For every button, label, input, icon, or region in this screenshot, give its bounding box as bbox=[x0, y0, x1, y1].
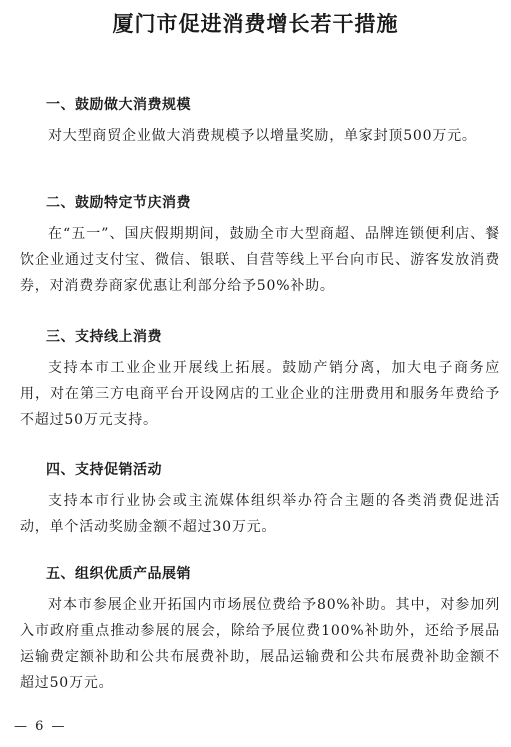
section-body-5: 对本市参展企业开拓国内市场展位费给予80%补助。其中，对参加列入市政府重点推动参展的展会，除给予展位费100%补助外，还给予展品运输费定额补助和公共布展费补助，展品运输费和公共布展费补助金额不超过50万元。 bbox=[20, 597, 500, 691]
section-body-3: 支持本市工业企业开展线上拓展。鼓励产销分离，加大电子商务应用，对在第三方电商平台开设网店的工业企业的注册费用和服务年费给予不超过50万元支持。 bbox=[20, 360, 500, 428]
section-heading-2: 二、鼓励特定节庆消费 bbox=[46, 195, 191, 211]
section-heading-1: 一、鼓励做大消费规模 bbox=[46, 97, 191, 113]
section-body-1: 对大型商贸企业做大消费规模予以增量奖励，单家封顶500万元。 bbox=[48, 128, 477, 144]
section-heading-4: 四、支持促销活动 bbox=[46, 462, 162, 478]
section-heading-5: 五、组织优质产品展销 bbox=[46, 566, 191, 582]
section-body-2: 在“五一”、国庆假期期间，鼓励全市大型商超、品牌连锁便利店、餐饮企业通过支付宝、微信、银联、自营等线上平台向市民、游客发放消费券，对消费券商家优惠让利部分给予50%补助。 bbox=[20, 226, 500, 294]
section-body-4: 支持本市行业协会或主流媒体组织举办符合主题的各类消费促进活动，单个活动奖励金额不超过30万元。 bbox=[20, 493, 500, 535]
section-heading-3: 三、支持线上消费 bbox=[46, 329, 162, 345]
document-title: 厦门市促进消费增长若干措施 bbox=[112, 11, 399, 36]
page-number: — 6 — bbox=[14, 719, 67, 734]
